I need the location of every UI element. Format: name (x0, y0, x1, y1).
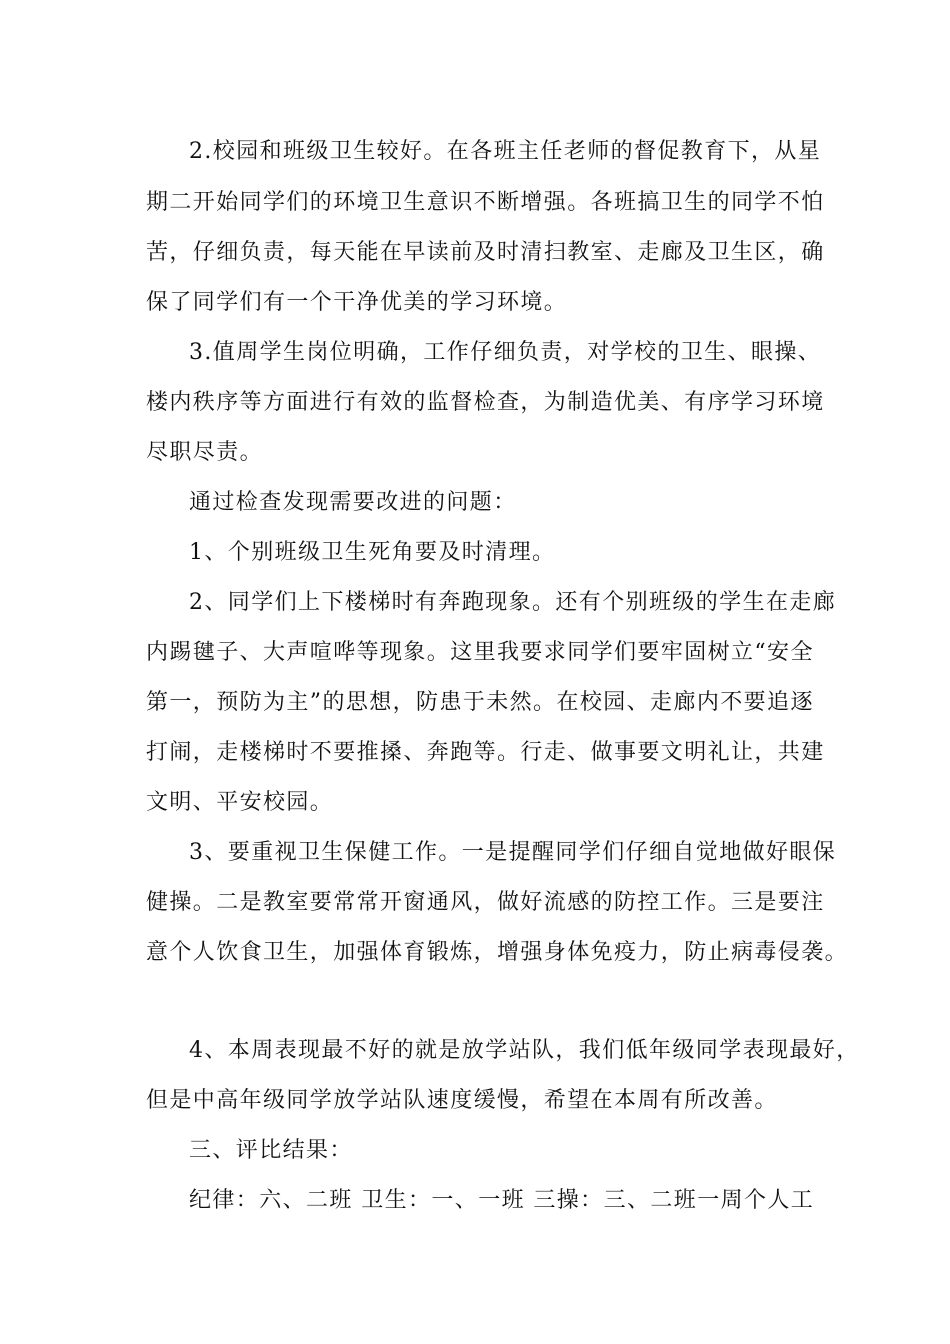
results-line: 纪律：六、二班 卫生：一、一班 三操：三、二班一周个人工 (189, 1188, 815, 1213)
issue-3-line-3: 意个人饮食卫生，加强体育锻炼，增强身体免疫力，防止病毒侵袭。 (146, 940, 849, 965)
paragraph-3-line-3: 尽职尽责。 (146, 440, 264, 465)
paragraph-2-line-2: 期二开始同学们的环境卫生意识不断增强。各班搞卫生的同学不怕 (146, 190, 825, 215)
issue-2-line-2: 内踢毽子、大声喧哗等现象。这里我要求同学们要牢固树立“安全 (146, 640, 814, 665)
issues-heading: 通过检查发现需要改进的问题： (189, 490, 517, 515)
issue-4-line-1: 4、本周表现最不好的就是放学站队，我们低年级同学表现最好， (189, 1038, 860, 1063)
issue-3-line-1: 3、要重视卫生保健工作。一是提醒同学们仔细自觉地做好眼保 (189, 840, 837, 865)
issue-3-line-2: 健操。二是教室要常常开窗通风，做好流感的防控工作。三是要注 (146, 890, 825, 915)
paragraph-2-line-1: 2.校园和班级卫生较好。在各班主任老师的督促教育下，从星 (189, 139, 822, 164)
issue-2-line-4: 打闹，走楼梯时不要推搡、奔跑等。行走、做事要文明礼让，共建 (146, 740, 825, 765)
paragraph-2-line-3: 苦，仔细负责，每天能在早读前及时清扫教室、走廊及卫生区，确 (146, 240, 825, 265)
paragraph-3-line-1: 3.值周学生岗位明确，工作仔细负责，对学校的卫生、眼操、 (189, 340, 822, 365)
issue-4-line-2: 但是中高年级同学放学站队速度缓慢，希望在本周有所改善。 (146, 1088, 778, 1113)
paragraph-2-line-4: 保了同学们有一个干净优美的学习环境。 (146, 290, 568, 315)
issue-2-line-5: 文明、平安校园。 (146, 790, 334, 815)
paragraph-3-line-2: 楼内秩序等方面进行有效的监督检查，为制造优美、有序学习环境 (146, 390, 825, 415)
issue-2-line-3: 第一，预防为主”的思想，防患于未然。在校园、走廊内不要追逐 (146, 690, 814, 715)
results-heading: 三、评比结果： (189, 1138, 353, 1163)
issue-1: 1、个别班级卫生死角要及时清理。 (189, 540, 556, 565)
issue-2-line-1: 2、同学们上下楼梯时有奔跑现象。还有个别班级的学生在走廊 (189, 590, 837, 615)
